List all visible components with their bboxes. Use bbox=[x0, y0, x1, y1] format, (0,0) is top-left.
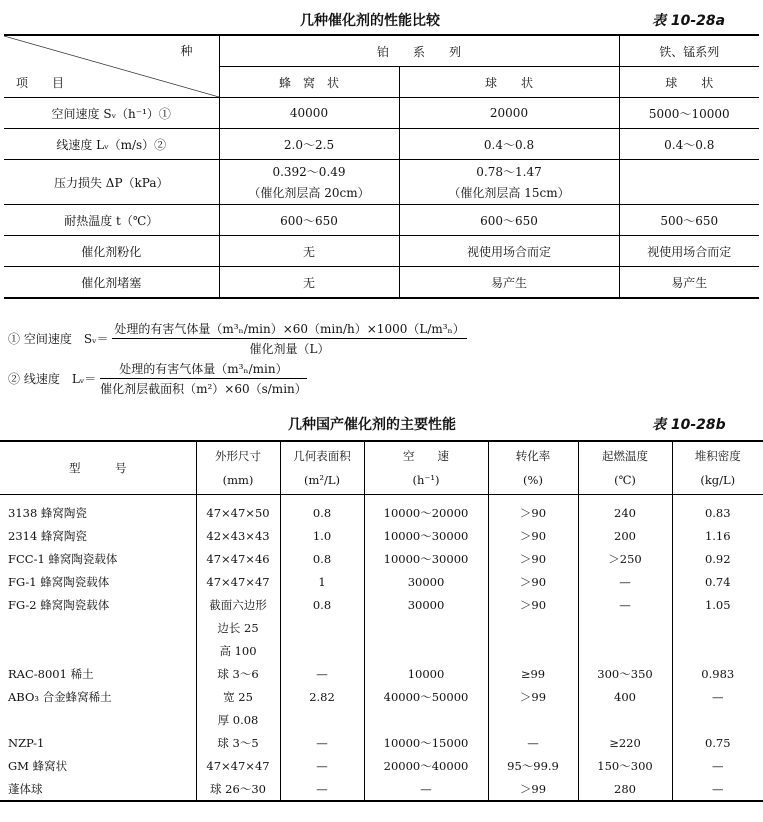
cell-model bbox=[0, 708, 196, 731]
footnote-1 bbox=[8, 320, 467, 357]
table1-row bbox=[4, 267, 759, 299]
cell-conv: ＞90 bbox=[488, 547, 578, 570]
header-model: 型 号 bbox=[0, 441, 196, 495]
sub-header-honeycomb: 蜂 窝 状 bbox=[219, 67, 399, 98]
cell-dens bbox=[672, 639, 763, 662]
footnote-1-denominator: 催化剂量（L） bbox=[249, 342, 330, 356]
cell: 视使用场合而定 bbox=[399, 236, 619, 267]
cell-area: — bbox=[280, 662, 364, 685]
cell-dens: 0.92 bbox=[672, 547, 763, 570]
table1-row bbox=[4, 129, 759, 160]
header-dens-label: 堆积密度 bbox=[694, 449, 741, 463]
cell-sv: 10000～30000 bbox=[364, 547, 488, 570]
cell-ign: — bbox=[578, 570, 672, 593]
table1 bbox=[4, 34, 759, 299]
cell-ign bbox=[578, 639, 672, 662]
cell-size: 47×47×47 bbox=[196, 570, 280, 593]
cell-area bbox=[280, 708, 364, 731]
header-ign-unit: (℃) bbox=[614, 473, 636, 487]
cell-sv bbox=[364, 616, 488, 639]
cell: 易产生 bbox=[399, 267, 619, 299]
cell-ign: 400 bbox=[578, 685, 672, 708]
group-header-iron-manganese: 铁、锰系列 bbox=[619, 35, 759, 67]
row-item: 线速度 Lᵥ（m/s）② bbox=[4, 129, 219, 160]
table-row bbox=[0, 547, 763, 570]
cell-size: 42×43×43 bbox=[196, 524, 280, 547]
table-row bbox=[0, 708, 763, 731]
header-ign-label: 起燃温度 bbox=[602, 449, 648, 463]
header-sv-unit: (h⁻¹) bbox=[412, 473, 440, 487]
cell-sv: 10000～15000 bbox=[364, 731, 488, 754]
cell-model: GM 蜂窝状 bbox=[8, 758, 68, 773]
cell-size: 47×47×46 bbox=[196, 547, 280, 570]
cell-size: 球 3～5 bbox=[196, 731, 280, 754]
cell-size: 宽 25 bbox=[196, 685, 280, 708]
footnote-2-denominator: 催化剂层截面积（m²）×60（s/min） bbox=[100, 382, 307, 396]
header-sv-label: 空 速 bbox=[403, 449, 449, 463]
cell-model: 2314 蜂窝陶瓷 bbox=[8, 528, 87, 543]
table1-row bbox=[4, 98, 759, 129]
table-row bbox=[0, 777, 763, 801]
cell: 无 bbox=[219, 267, 399, 299]
cell-ign: 200 bbox=[578, 524, 672, 547]
cell-dens: 1.16 bbox=[672, 524, 763, 547]
cell-sv bbox=[364, 708, 488, 731]
cell-sv: 10000～30000 bbox=[364, 524, 488, 547]
cell-conv bbox=[488, 639, 578, 662]
table-row bbox=[0, 662, 763, 685]
cell-line: （催化剂层高 20cm） bbox=[248, 186, 370, 200]
cell-area: 0.8 bbox=[280, 547, 364, 570]
cell: 600～650 bbox=[219, 205, 399, 236]
cell-conv: ＞99 bbox=[488, 777, 578, 801]
header-space-velocity bbox=[364, 441, 488, 495]
table1-number: 表 10-28a bbox=[652, 13, 726, 29]
table-row bbox=[0, 754, 763, 777]
cell-ign bbox=[578, 616, 672, 639]
table-row bbox=[0, 616, 763, 639]
cell: 5000～10000 bbox=[619, 98, 759, 129]
header-size-label: 外形尺寸 bbox=[215, 449, 261, 463]
cell-area: 0.8 bbox=[280, 593, 364, 616]
cell-sv: 40000～50000 bbox=[364, 685, 488, 708]
cell-sv bbox=[364, 639, 488, 662]
cell-size: 边长 25 bbox=[196, 616, 280, 639]
table1-title: 几种催化剂的性能比较 bbox=[300, 13, 440, 29]
diag-bottom-label: 项 目 bbox=[16, 76, 65, 90]
row-item: 空间速度 Sᵥ（h⁻¹）① bbox=[4, 98, 219, 129]
cell-model bbox=[0, 616, 196, 639]
cell-model: RAC-8001 稀土 bbox=[8, 666, 94, 681]
footnote-2-label: ② 线速度 Lᵥ＝ bbox=[8, 372, 97, 386]
cell-ign: 150～300 bbox=[578, 754, 672, 777]
cell-size: 球 3～6 bbox=[196, 662, 280, 685]
cell-conv: ＞90 bbox=[488, 593, 578, 616]
sub-header-sphere-2: 球 状 bbox=[619, 67, 759, 98]
cell: 视使用场合而定 bbox=[619, 236, 759, 267]
cell-conv bbox=[488, 616, 578, 639]
cell-dens: 0.74 bbox=[672, 570, 763, 593]
cell-dens: — bbox=[672, 754, 763, 777]
cell-model: ABO₃ 合金蜂窝稀土 bbox=[8, 689, 112, 704]
cell-conv: ＞90 bbox=[488, 570, 578, 593]
cell-model bbox=[0, 639, 196, 662]
row-item: 催化剂粉化 bbox=[4, 236, 219, 267]
row-item: 催化剂堵塞 bbox=[4, 267, 219, 299]
header-size bbox=[196, 441, 280, 495]
cell-model: FCC-1 蜂窝陶瓷载体 bbox=[8, 551, 118, 566]
cell-conv: ＞90 bbox=[488, 495, 578, 525]
footnote-2-fraction bbox=[100, 360, 307, 397]
cell: 易产生 bbox=[619, 267, 759, 299]
header-conv-unit: (%) bbox=[523, 473, 543, 487]
cell-dens: 0.83 bbox=[672, 495, 763, 525]
cell-area: — bbox=[280, 731, 364, 754]
header-size-unit: (mm) bbox=[222, 473, 254, 487]
cell-area: 1 bbox=[280, 570, 364, 593]
footnote-2-numerator: 处理的有害气体量（m³ₙ/min） bbox=[100, 360, 307, 379]
header-density bbox=[672, 441, 763, 495]
cell-sv: 20000～40000 bbox=[364, 754, 488, 777]
cell-dens: — bbox=[672, 777, 763, 801]
cell: 20000 bbox=[399, 98, 619, 129]
cell-dens bbox=[672, 708, 763, 731]
cell-conv bbox=[488, 708, 578, 731]
cell-ign: ＞250 bbox=[578, 547, 672, 570]
table-row bbox=[0, 685, 763, 708]
table-row bbox=[0, 593, 763, 616]
cell: 无 bbox=[219, 236, 399, 267]
cell-ign bbox=[578, 708, 672, 731]
table1-row bbox=[4, 236, 759, 267]
cell-sv: 30000 bbox=[364, 570, 488, 593]
cell-conv: 95～99.9 bbox=[488, 754, 578, 777]
cell-ign: 240 bbox=[578, 495, 672, 525]
cell-size: 高 100 bbox=[196, 639, 280, 662]
cell: 40000 bbox=[219, 98, 399, 129]
cell-model: FG-1 蜂窝陶瓷载体 bbox=[8, 574, 110, 589]
cell: 500～650 bbox=[619, 205, 759, 236]
cell: 2.0～2.5 bbox=[219, 129, 399, 160]
header-conversion bbox=[488, 441, 578, 495]
row-item: 压力损失 ΔP（kPa） bbox=[4, 160, 219, 205]
cell-sv: 30000 bbox=[364, 593, 488, 616]
table-row bbox=[0, 639, 763, 662]
cell-size: 球 26～30 bbox=[196, 777, 280, 801]
cell: 0.4～0.8 bbox=[619, 129, 759, 160]
cell-conv: ≥99 bbox=[488, 662, 578, 685]
cell-line: 0.78～1.47 bbox=[476, 165, 542, 179]
cell-sv: 10000～20000 bbox=[364, 495, 488, 525]
table-row bbox=[0, 731, 763, 754]
cell bbox=[619, 160, 759, 205]
cell-conv: ＞99 bbox=[488, 685, 578, 708]
cell-dens: 0.983 bbox=[672, 662, 763, 685]
footnote-1-fraction bbox=[112, 320, 466, 357]
cell-model: NZP-1 bbox=[8, 735, 45, 750]
table1-row bbox=[4, 205, 759, 236]
cell-size: 截面六边形 bbox=[196, 593, 280, 616]
table2-title: 几种国产催化剂的主要性能 bbox=[288, 417, 456, 433]
cell-dens bbox=[672, 616, 763, 639]
cell-area bbox=[280, 639, 364, 662]
cell-conv: — bbox=[488, 731, 578, 754]
header-dens-unit: (kg/L) bbox=[700, 473, 736, 487]
header-area bbox=[280, 441, 364, 495]
cell-conv: ＞90 bbox=[488, 524, 578, 547]
cell-area: — bbox=[280, 777, 364, 801]
cell-model: FG-2 蜂窝陶瓷载体 bbox=[8, 597, 110, 612]
cell-size: 47×47×50 bbox=[196, 495, 280, 525]
header-ignition bbox=[578, 441, 672, 495]
table-row bbox=[0, 524, 763, 547]
table2 bbox=[0, 440, 763, 802]
cell-area: 0.8 bbox=[280, 495, 364, 525]
row-item: 耐热温度 t（℃） bbox=[4, 205, 219, 236]
cell-model: 3138 蜂窝陶瓷 bbox=[8, 505, 87, 520]
table1-diagonal-header bbox=[4, 35, 219, 98]
header-area-label: 几何表面积 bbox=[293, 449, 351, 463]
cell bbox=[219, 160, 399, 205]
cell-area bbox=[280, 616, 364, 639]
cell-line: （催化剂层高 15cm） bbox=[448, 186, 570, 200]
table2-number: 表 10-28b bbox=[652, 417, 726, 433]
cell-dens: — bbox=[672, 685, 763, 708]
table-row bbox=[0, 495, 763, 525]
diag-top-label: 种 bbox=[180, 44, 193, 58]
header-conv-label: 转化率 bbox=[515, 449, 551, 463]
footnote-1-label: ① 空间速度 Sᵥ＝ bbox=[8, 332, 109, 346]
cell-dens: 0.75 bbox=[672, 731, 763, 754]
cell-area: 1.0 bbox=[280, 524, 364, 547]
table2-header-row bbox=[0, 441, 763, 495]
cell-area: — bbox=[280, 754, 364, 777]
cell-ign: — bbox=[578, 593, 672, 616]
cell-line: 0.392～0.49 bbox=[272, 165, 346, 179]
cell-area: 2.82 bbox=[280, 685, 364, 708]
cell: 0.4～0.8 bbox=[399, 129, 619, 160]
cell-ign: 300～350 bbox=[578, 662, 672, 685]
group-header-platinum: 铂 系 列 bbox=[219, 35, 619, 67]
table-row bbox=[0, 570, 763, 593]
cell bbox=[399, 160, 619, 205]
sub-header-sphere: 球 状 bbox=[399, 67, 619, 98]
footnote-1-numerator: 处理的有害气体量（m³ₙ/min）×60（min/h）×1000（L/m³ₙ） bbox=[112, 320, 466, 339]
cell: 600～650 bbox=[399, 205, 619, 236]
cell-ign: 280 bbox=[578, 777, 672, 801]
cell-dens: 1.05 bbox=[672, 593, 763, 616]
cell-model: 蓬体球 bbox=[8, 781, 43, 796]
cell-sv: 10000 bbox=[364, 662, 488, 685]
cell-size: 47×47×47 bbox=[196, 754, 280, 777]
cell-size: 厚 0.08 bbox=[196, 708, 280, 731]
cell-sv: — bbox=[364, 777, 488, 801]
cell-ign: ≥220 bbox=[578, 731, 672, 754]
header-area-unit: (m²/L) bbox=[304, 473, 340, 487]
footnote-2 bbox=[8, 360, 307, 397]
table1-row bbox=[4, 160, 759, 205]
